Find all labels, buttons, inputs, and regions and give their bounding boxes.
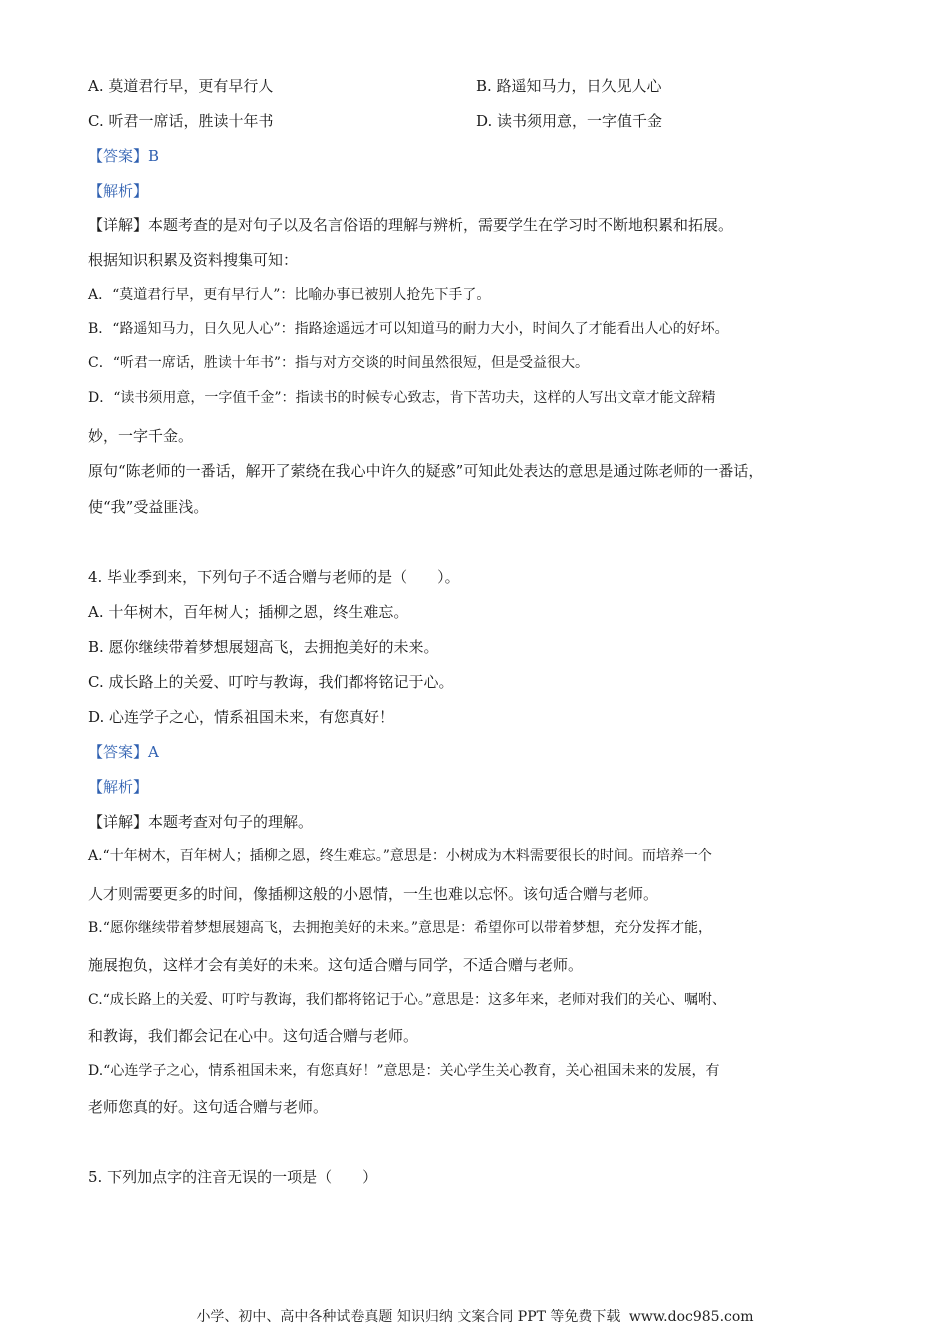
q4-explanation-d-line2: 老师您真的好。这句适合赠与老师。 (88, 1098, 329, 1116)
q3-option-a: A. 莫道君行早，更有早行人 (88, 77, 274, 95)
page-footer (0, 1306, 950, 1326)
q4-explanation-a-line2: 人才则需要更多的时间，像插柳这般的小恩情，一生也难以忘怀。该句适合赠与老师。 (88, 885, 659, 903)
q4-explanation-b-line2: 施展抱负，这样才会有美好的未来。这句适合赠与同学，不适合赠与老师。 (88, 956, 584, 974)
footer-text: 小学、初中、高中各种试卷真题 知识归纳 文案合同 PPT 等免费下载 (196, 1309, 621, 1325)
q4-analysis-label: 【解析】 (88, 778, 149, 796)
q3-option-d: D. 读书须用意，一字值千金 (476, 112, 663, 130)
q4-option-d: D. 心连学子之心，情系祖国未来，有您真好！ (88, 708, 395, 726)
q4-option-b: B. 愿你继续带着梦想展翅高飞，去拥抱美好的未来。 (88, 638, 439, 656)
q3-analysis-label: 【解析】 (88, 182, 149, 200)
q3-detail: 【详解】本题考查的是对句子以及名言俗语的理解与辨析，需要学生在学习时不断地积累和拓展。 (88, 216, 734, 234)
footer-link[interactable]: www.doc985.com (628, 1309, 754, 1325)
q4-explanation-a-line1: A.“十年树木，百年树人；插柳之恩，终生难忘。”意思是：小树成为木料需要很长的时间。而培养一个 (88, 848, 712, 864)
q3-explanation-d-line1: D．“读书须用意，一字值千金”：指读书的时候专心致志，肯下苦功夫，这样的人写出文章才能文辞精 (88, 390, 716, 406)
q3-answer: 【答案】B (88, 147, 160, 165)
q4-explanation-b-line1: B.“愿你继续带着梦想展翅高飞，去拥抱美好的未来。”意思是：希望你可以带着梦想，充分发挥才能， (88, 920, 713, 936)
q4-answer: 【答案】A (88, 743, 159, 761)
q4-question: 4. 毕业季到来，下列句子不适合赠与老师的是（ ）。 (88, 568, 460, 586)
q3-option-b: B. 路遥知马力，日久见人心 (476, 77, 662, 95)
q3-explanation-a: A．“莫道君行早，更有早行人”：比喻办事已被别人抢先下手了。 (88, 287, 491, 303)
q4-explanation-c-line1: C.“成长路上的关爱、叮咛与教诲，我们都将铭记于心。”意思是：这多年来，老师对我们的关心、嘱咐、 (88, 992, 726, 1008)
q4-option-c: C. 成长路上的关爱、叮咛与教诲，我们都将铭记于心。 (88, 673, 454, 691)
q3-conclusion-line1: 原句“陈老师的一番话，解开了萦绕在我心中许久的疑惑”可知此处表达的意思是通过陈老师的一番话， (88, 462, 764, 480)
q4-detail: 【详解】本题考查对句子的理解。 (88, 813, 314, 831)
q3-explanation-c: C．“听君一席话，胜读十年书”：指与对方交谈的时间虽然很短，但是受益很大。 (88, 355, 590, 371)
q3-conclusion-line2: 使“我”受益匪浅。 (88, 498, 209, 516)
q3-intro: 根据知识积累及资料搜集可知： (88, 251, 299, 269)
q3-explanation-d-line2: 妙，一字千金。 (88, 427, 194, 445)
q3-option-c: C. 听君一席话，胜读十年书 (88, 112, 274, 130)
q4-explanation-c-line2: 和教诲，我们都会记在心中。这句适合赠与老师。 (88, 1027, 419, 1045)
q5-question: 5. 下列加点字的注音无误的一项是（ ） (88, 1168, 378, 1186)
q4-option-a: A. 十年树木，百年树人；插柳之恩，终生难忘。 (88, 603, 409, 621)
q4-explanation-d-line1: D.“心连学子之心，情系祖国未来，有您真好！”意思是：关心学生关心教育，关心祖国未来的发展，有 (88, 1063, 720, 1079)
q3-explanation-b: B．“路遥知马力，日久见人心”：指路途遥远才可以知道马的耐力大小，时间久了才能看出人心的好坏。 (88, 321, 729, 337)
